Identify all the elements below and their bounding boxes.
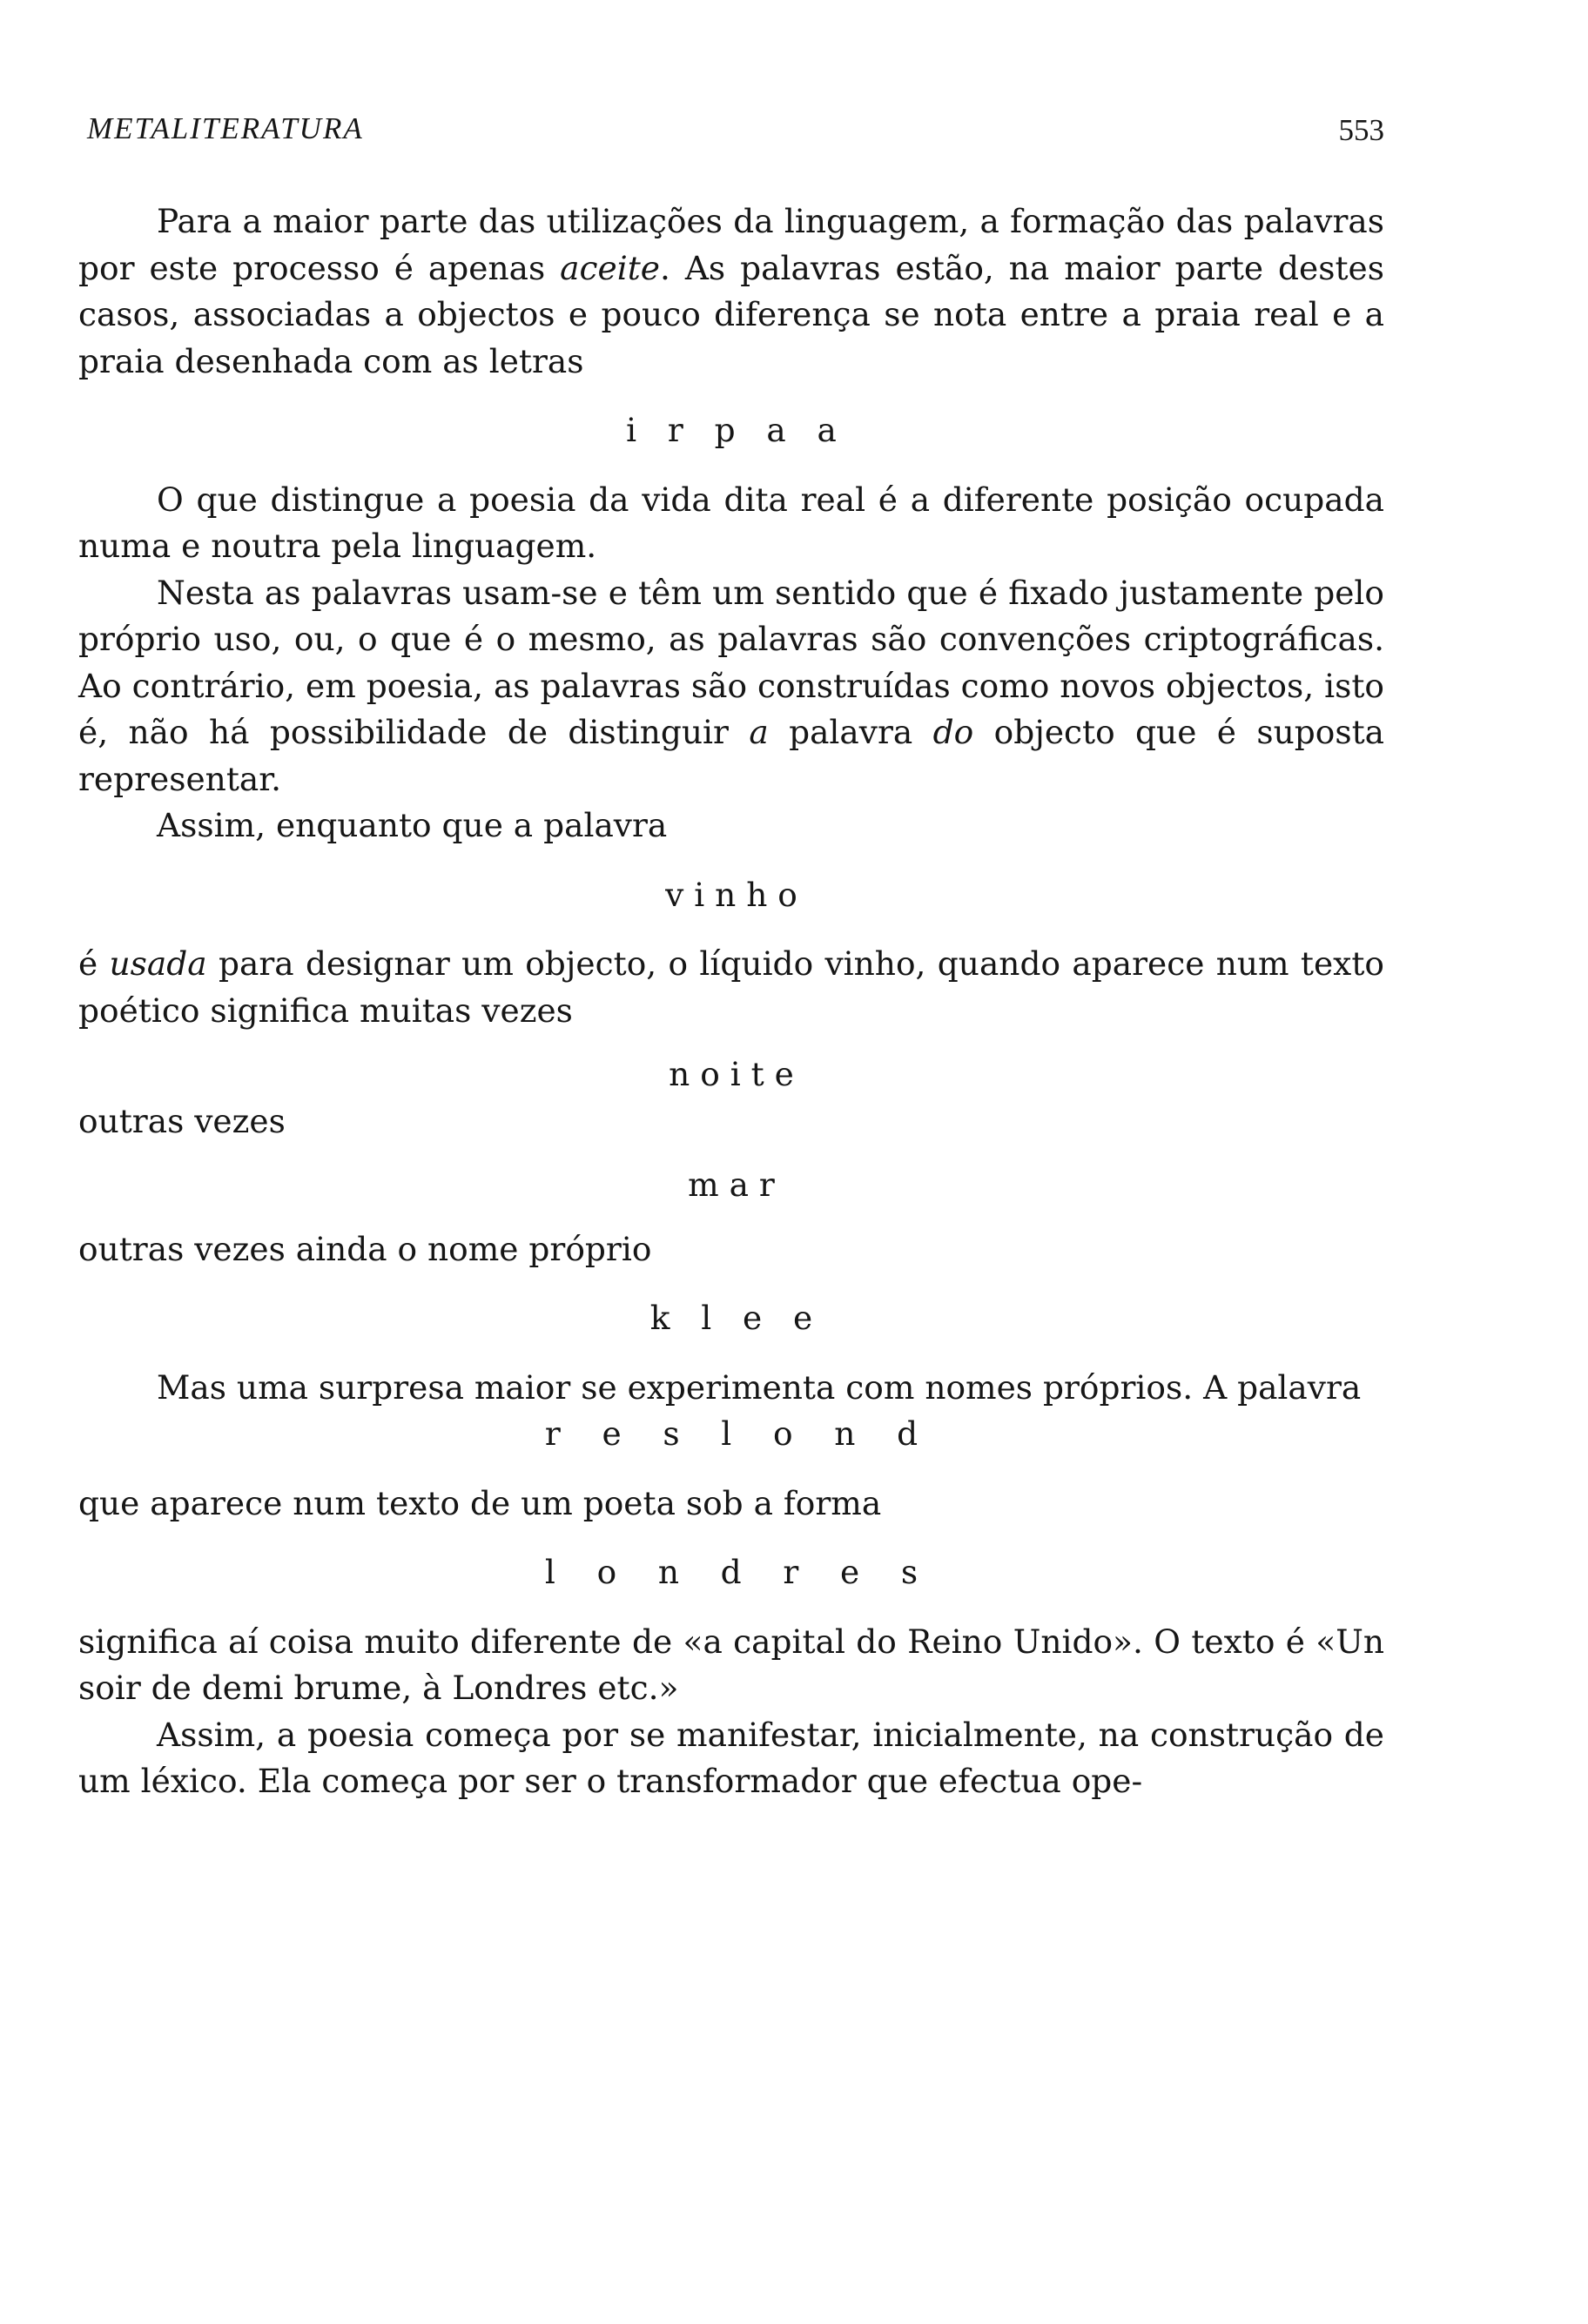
spaced-word-londres: l o n d r e s [544, 1553, 918, 1591]
paragraph-3-italic-a: a [749, 713, 769, 751]
line-outras-vezes: outras vezes [78, 1101, 286, 1140]
running-title: METALITERATURA [87, 111, 364, 145]
paragraph-3-italic-do: do [932, 713, 974, 751]
paragraph-5-italic: usada [109, 944, 207, 983]
paragraph-1-italic: aceite [560, 248, 660, 287]
paragraph-5-text-a: é [78, 944, 110, 983]
paragraph-1-text-a: Para a maior parte das utilizações da linguagem, a formação das palavras por este processo é apenas [78, 202, 1384, 287]
paragraph-6: Mas uma surpresa maior se experimenta com nomes próprios. A palavra [157, 1367, 1362, 1407]
spaced-word-noite: n o i t e [669, 1055, 794, 1093]
paragraph-1-text-c: . As palavras estão, na maior parte destes casos, associadas a objectos e pouco diferença se nota entre a praia real e a praia desenhada com as letras [78, 248, 1384, 380]
paragraph-2: O que distingue a poesia da vida dita real é a diferente posição ocupada numa e noutra pela linguagem. [78, 480, 1384, 565]
paragraph-3 [78, 570, 1384, 803]
spaced-word-vinho: v i n h o [665, 875, 797, 914]
paragraph-5 [78, 941, 1384, 1034]
page-number: 553 [1338, 113, 1384, 147]
paragraph-1 [78, 198, 1384, 385]
paragraph-3-text-c: palavra [768, 713, 933, 751]
spaced-word-praia: i r p a a [626, 411, 837, 449]
spaced-word-mar: m a r [688, 1165, 775, 1204]
paragraph-8: Assim, a poesia começa por se manifestar, inicialmente, na construção de um léxico. Ela começa por ser o transformador que efectua ope- [78, 1715, 1384, 1800]
page-header [87, 111, 1384, 155]
paragraph-4: Assim, enquanto que a palavra [157, 806, 668, 844]
paragraph-7: significa aí coisa muito diferente de «a capital do Reino Unido». O texto é «Un soir de demi brume, à Londres etc.» [78, 1622, 1384, 1707]
paragraph-3-text-e: objecto que é suposta representar. [78, 713, 1384, 798]
page-body [78, 198, 1384, 1805]
line-outras-vezes-ainda: outras vezes ainda o nome próprio [78, 1229, 652, 1268]
paragraph-5-text-c: para designar um objecto, o líquido vinho, quando aparece num texto poético significa muitas vezes [78, 944, 1384, 1030]
spaced-word-reslond: r e s l o n d [544, 1414, 918, 1453]
line-texto-poeta: que aparece num texto de um poeta sob a forma [78, 1483, 882, 1522]
paragraph-3-text-a: Nesta as palavras usam-se e têm um sentido que é fixado justamente pelo próprio uso, ou, o que é o mesmo, as palavras são convenções criptográficas. Ao contrário, em poesia, as palavras são construídas como novos objectos, isto é, não há possibilidade de distinguir [78, 573, 1384, 751]
spaced-word-klee: k l e e [649, 1299, 813, 1337]
